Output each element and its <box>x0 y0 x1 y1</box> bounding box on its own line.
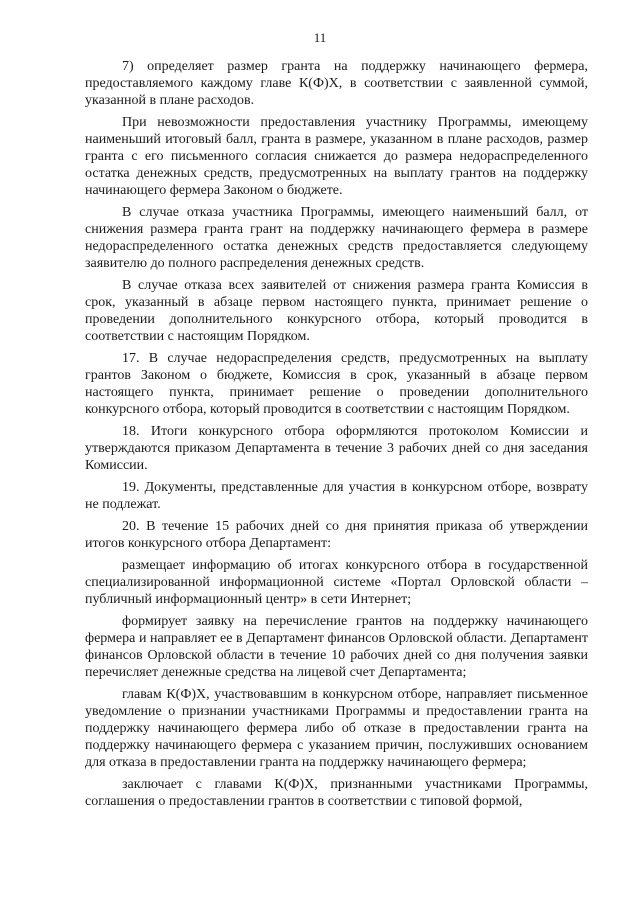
page-number: 11 <box>313 30 327 45</box>
paragraph-funding-request: формирует заявку на перечисление грантов на поддержку начинающего фермера и направляет ее в Департамент финансов Орловской области. Департамент финансов Орловской области в течение 10 рабочих дней со дня получения заявки перечисляет денежные средства на лицевой счет Департамента; <box>85 614 588 680</box>
paragraph-item-19: 19. Документы, представленные для участия в конкурсном отборе, возврату не подлежат. <box>85 480 588 512</box>
document-body <box>85 58 588 815</box>
paragraph-agreements: заключает с главами К(Ф)Х, признанными участниками Программы, соглашения о предоставлении грантов в соответствии с типовой формой, <box>85 777 588 809</box>
paragraph-item-20: 20. В течение 15 рабочих дней со дня принятия приказа об утверждении итогов конкурсного отбора Департамент: <box>85 519 588 551</box>
paragraph-item-18: 18. Итоги конкурсного отбора оформляются протоколом Комиссии и утверждаются приказом Департамента в течение 3 рабочих дней со дня заседания Комиссии. <box>85 424 588 473</box>
paragraph-publish-info: размещает информацию об итогах конкурсного отбора в государственной специализированной информационной системе «Портал Орловской области – публичный информационный центр» в сети Интернет; <box>85 558 588 607</box>
paragraph-item-7: 7) определяет размер гранта на поддержку начинающего фермера, предоставляемого каждому главе К(Ф)Х, в соответствии с заявленной суммой, указанной в плане расходов. <box>85 59 588 108</box>
paragraph-additional-selection: В случае отказа всех заявителей от снижения размера гранта Комиссия в срок, указанный в абзаце первом настоящего пункта, принимает решение о проведении дополнительного конкурсного отбора, который проводится в соответствии с настоящим Порядком. <box>85 278 588 344</box>
paragraph-refusal-next-applicant: В случае отказа участника Программы, имеющего наименьший балл, от снижения размера гранта грант на поддержку начинающего фермера в размере недораспределенного остатка денежных средств предоставляется следующему заявителю до полного распределения денежных средств. <box>85 205 588 271</box>
paragraph-reduced-grant: При невозможности предоставления участнику Программы, имеющему наименьший итоговый балл, гранта в размере, указанном в плане расходов, размер гранта с его письменного согласия снижается до размера недораспределенного остатка денежных средств, предусмотренных на выплату грантов на поддержку начинающего фермера Законом о бюджете. <box>85 115 588 198</box>
paragraph-item-17: 17. В случае недораспределения средств, предусмотренных на выплату грантов Законом о бюджете, Комиссия в срок, указанный в абзаце первом настоящего пункта, принимает решение о проведении дополнительного конкурсного отбора, который проводится в соответствии с настоящим Порядком. <box>85 351 588 417</box>
paragraph-notification: главам К(Ф)Х, участвовавшим в конкурсном отборе, направляет письменное уведомление о признании участниками Программы и предоставлении гранта на поддержку начинающего фермера либо об отказе в предоставлении гранта на поддержку начинающего фермера с указанием причин, послуживших основанием для отказа в предоставлении гранта на поддержку начинающего фермера; <box>85 687 588 770</box>
